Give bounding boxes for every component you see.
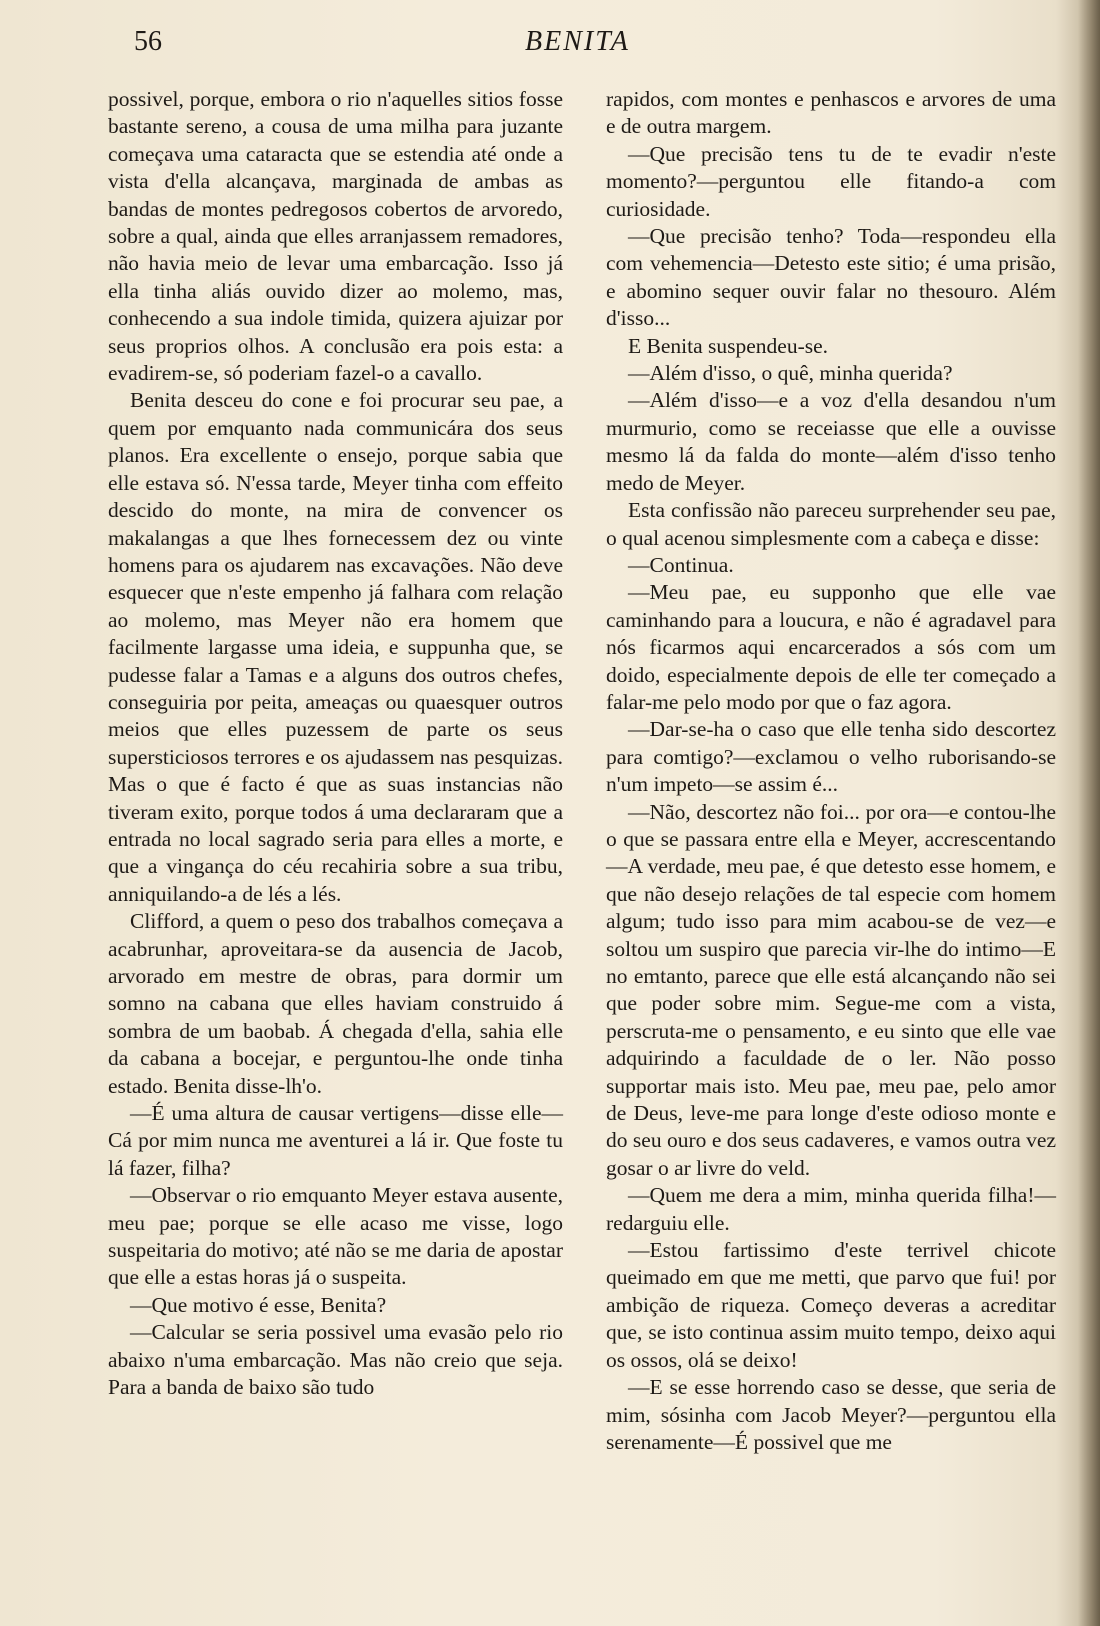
paragraph: —Além d'isso—e a voz d'ella desandou n'um murmurio, como se receiasse que elle a ouvisse mesmo lá da falda do monte—além d'isso tenho medo de Meyer.	[606, 388, 1056, 495]
paragraph: —Meu pae, eu supponho que elle vae caminhando para a loucura, e não é agradavel para nós ficarmos aqui encarcerados a sós com um doido, especialmente depois de elle ter começado a falar-me pelo modo por que o faz agora.	[606, 580, 1056, 714]
paragraph: Benita desceu do cone e foi procurar seu pae, a quem por emquanto nada communicára dos seus planos. Era excellente o ensejo, porque sabia que elle estava só. N'essa tarde, Meyer tinha com effeito descido do monte, na mira de convencer os makalangas a que lhes fornecessem dez ou vinte homens para os ajudarem nas excavações. Não deve esquecer que n'este empenho já falhara com relação ao molemo, mas Meyer não era homem que facilmente largasse uma ideia, e suppunha que, se pudesse falar a Tamas e a alguns dos outros chefes, conseguiria por peita, ameaças ou quaesquer outros meios que elles puzessem de parte os seus supersticiosos terrores e os ajudassem nas pesquizas. Mas o que é facto é que as suas instancias não tiveram exito, porque todos á uma declararam que a entrada no local sagrado seria para elles a morte, e que a vingança do céu recahiria sobre a sua tribu, anniquilando-a de lés a lés.	[108, 388, 563, 906]
running-title: BENITA	[525, 26, 630, 57]
page-header	[0, 26, 1100, 66]
paragraph: —É uma altura de causar vertigens—disse elle—Cá por mim nunca me aventurei a lá ir. Que foste tu lá fazer, filha?	[108, 1101, 563, 1180]
paragraph: rapidos, com montes e penhascos e arvores de uma e de outra margem.	[606, 87, 1056, 139]
paragraph: —Calcular se seria possivel uma evasão pelo rio abaixo n'uma embarcação. Mas não creio que seja. Para a banda de baixo são tudo	[108, 1320, 563, 1400]
paragraph: possivel, porque, embora o rio n'aquelles sitios fosse bastante sereno, a cousa de uma milha para juzante começava uma cataracta que se estendia até onde a vista d'ella alcançava, marginada de ambas as bandas de montes pedregosos cobertos de arvoredo, sobre a qual, ainda que elles arranjassem remadores, não havia meio de levar uma embarcação. Isso já ella tinha aliás ouvido dizer ao molemo, mas, conhecendo a sua indole timida, quizera ajuizar por seus proprios olhos. A conclusão era pois esta: a evadirem-se, só poderiam fazel-o a cavallo.	[108, 87, 563, 386]
paragraph: —Não, descortez não foi... por ora—e contou-lhe o que se passara entre ella e Meyer, accrescentando—A verdade, meu pae, é que detesto esse homem, e que não desejo relações de tal especie com homem algum; tudo isso para mim acabou-se de vez—e soltou um suspiro que parecia vir-lhe do intimo—E no emtanto, parece que elle está alcançando não sei que poder sobre mim. Segue-me com a vista, perscruta-me o pensamento, e eu sinto que elle vae adquirindo a faculdade de o ler. Não posso supportar mais isto. Meu pae, meu pae, pelo amor de Deus, leve-me para longe d'este odioso monte e do seu ouro e dos seus cadaveres, e vamos outra vez gosar o ar livre do veld.	[606, 799, 1056, 1180]
paragraph: —Que motivo é esse, Benita?	[130, 1292, 387, 1317]
left-column	[108, 86, 563, 1402]
paragraph: —Que precisão tens tu de te evadir n'este momento?—perguntou elle fitando-a com curiosidade.	[606, 141, 1056, 221]
right-column	[606, 86, 1056, 1456]
paragraph: —Dar-se-ha o caso que elle tenha sido descortez para comtigo?—exclamou o velho ruborisando-se n'um impeto—se assim é...	[606, 717, 1056, 797]
paragraph: E Benita suspendeu-se.	[628, 333, 829, 358]
paragraph: Clifford, a quem o peso dos trabalhos começava a acabrunhar, aproveitara-se da ausencia de Jacob, arvorado em mestre de obras, para dormir um somno na cabana que elles haviam construido á sombra de um baobab. Á chegada d'ella, sahia elle da cabana a bocejar, e perguntou-lhe onde tinha estado. Benita disse-lh'o.	[108, 909, 563, 1098]
paragraph: —E se esse horrendo caso se desse, que seria de mim, sósinha com Jacob Meyer?—perguntou ella serenamente—É possivel que me	[606, 1375, 1056, 1454]
paragraph: —Estou fartissimo d'este terrivel chicote queimado em que me metti, que parvo que fui! por ambição de riqueza. Começo deveras a acreditar que, se isto continua assim muito tempo, deixo aqui os ossos, olá se deixo!	[606, 1238, 1056, 1372]
page-binding-shadow	[1078, 0, 1100, 1626]
paragraph: —Continua.	[628, 552, 734, 577]
paragraph: —Que precisão tenho? Toda—respondeu ella com vehemencia—Detesto este sitio; é uma prisão, e abomino sequer ouvir falar no thesouro. Além d'isso...	[606, 224, 1056, 331]
paragraph: —Quem me dera a mim, minha querida filha!—redarguiu elle.	[606, 1183, 1056, 1235]
page-number: 56	[134, 26, 162, 57]
paragraph: Esta confissão não pareceu surprehender seu pae, o qual acenou simplesmente com a cabeça e disse:	[606, 498, 1056, 550]
paragraph: —Observar o rio emquanto Meyer estava ausente, meu pae; porque se elle acaso me visse, logo suspeitaria do motivo; até não se me daria de apostar que elle a estas horas já o suspeita.	[108, 1183, 563, 1290]
paragraph: —Além d'isso, o quê, minha querida?	[628, 361, 953, 386]
